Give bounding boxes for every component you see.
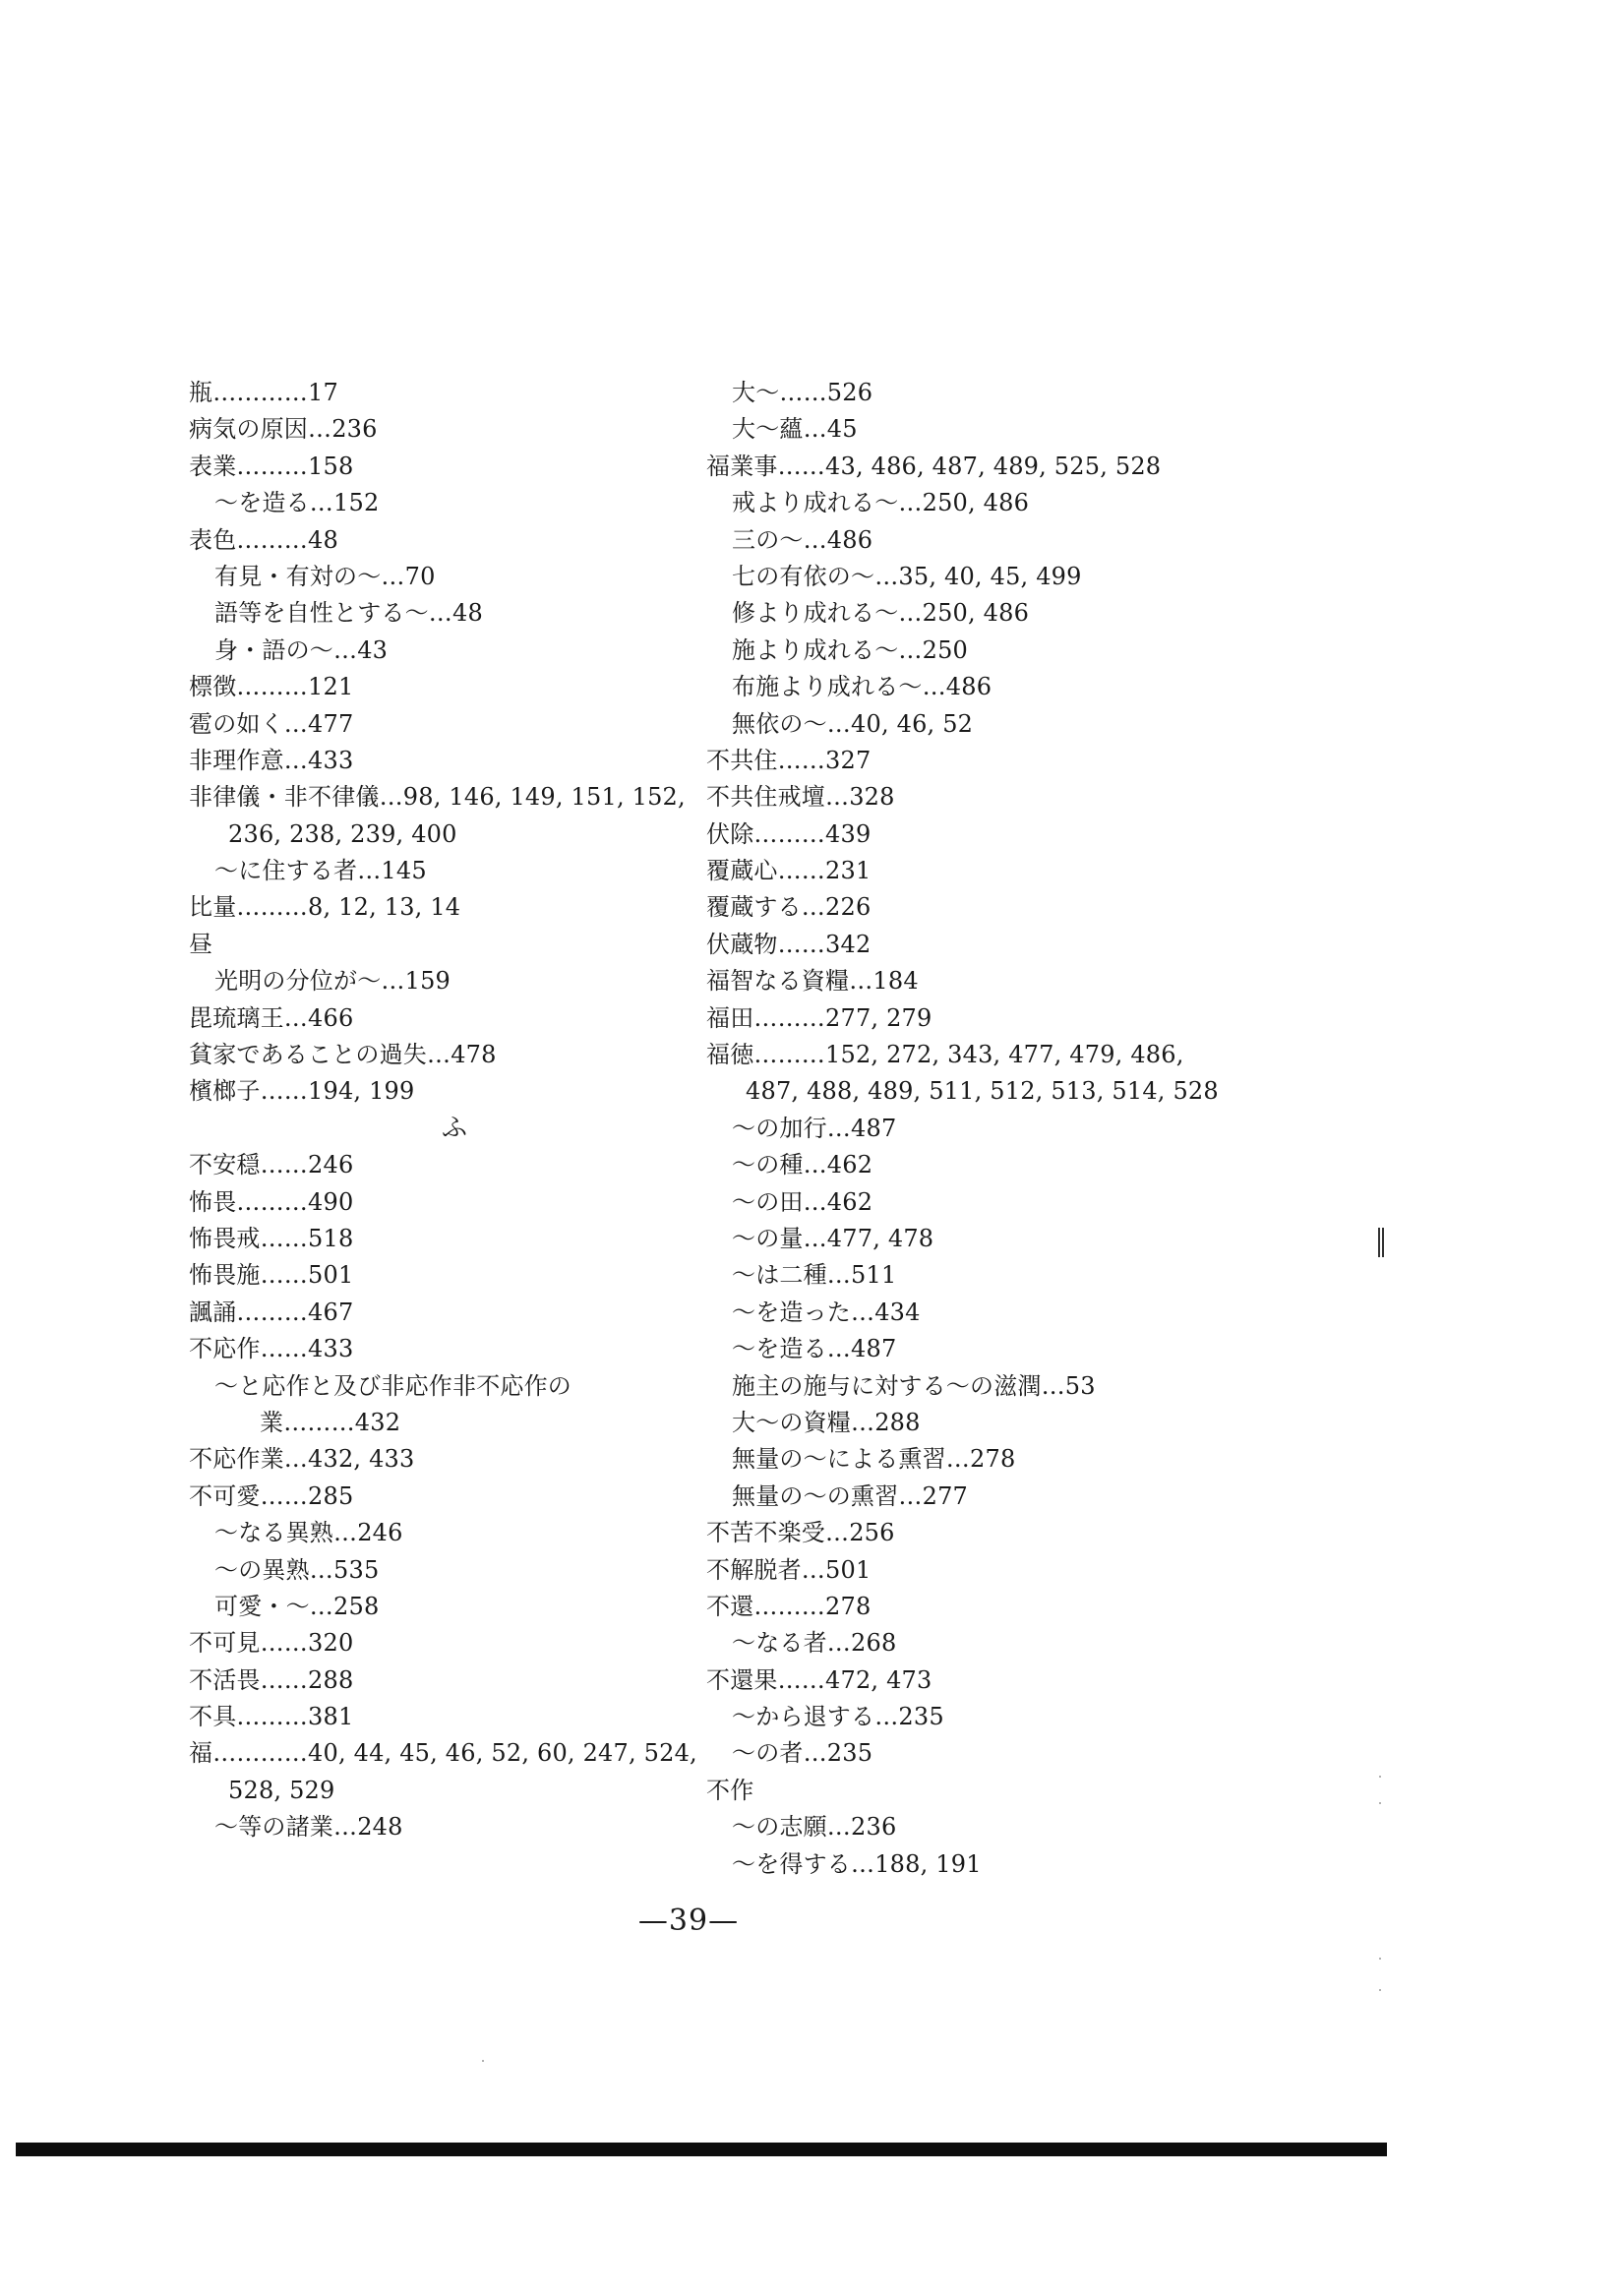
index-entry: 福業事……43, 486, 487, 489, 525, 528	[706, 452, 1162, 480]
index-subentry: 修より成れる～…250, 486	[732, 599, 1030, 628]
index-entry: 不還………278	[706, 1592, 872, 1620]
index-entry: 覆蔵する…226	[706, 893, 872, 922]
index-entry: 貧家であることの過失…478	[189, 1041, 497, 1069]
index-entry: 福…………40, 44, 45, 46, 52, 60, 247, 524,	[189, 1739, 697, 1768]
index-subentry: 無量の～の熏習…277	[732, 1481, 969, 1510]
index-entry: 病気の原因…236	[189, 415, 378, 444]
index-subentry: ～の異熟…535	[214, 1555, 380, 1584]
index-entry: 不具………381	[189, 1703, 354, 1731]
index-subentry: 身・語の～…43	[214, 635, 389, 664]
index-entry: 不応作業…432, 433	[189, 1445, 415, 1474]
index-entry: 福田………277, 279	[706, 1003, 932, 1032]
index-subentry: ～の種…462	[732, 1151, 873, 1179]
index-entry: 不可見……320	[189, 1629, 354, 1658]
index-subentry: ～を造った…434	[732, 1298, 921, 1326]
scan-speck	[1379, 1989, 1381, 1991]
index-subentry: 無依の～…40, 46, 52	[732, 709, 974, 738]
index-subentry: 三の～…486	[732, 525, 873, 554]
margin-mark	[1378, 1228, 1384, 1257]
index-entry-continuation: 業………432	[260, 1408, 401, 1436]
index-entry: 雹の如く…477	[189, 709, 354, 738]
index-subentry: 施主の施与に対する～の滋潤…53	[732, 1371, 1096, 1400]
index-entry: 福智なる資糧…184	[706, 967, 919, 996]
index-subentry: 有見・有対の～…70	[214, 562, 436, 590]
index-entry-continuation: 528, 529	[228, 1776, 335, 1804]
index-entry-continuation: 236, 238, 239, 400	[228, 819, 457, 848]
scan-edge-bar	[16, 2143, 1387, 2156]
index-entry: 表色………48	[189, 525, 338, 554]
page-number: —39—	[637, 1903, 740, 1938]
index-entry: 覆蔵心……231	[706, 857, 872, 885]
index-subentry: ～から退する…235	[732, 1703, 944, 1731]
index-subentry: 光明の分位が～…159	[214, 967, 451, 996]
index-subentry: 布施より成れる～…486	[732, 673, 992, 701]
index-subentry: ～なる者…268	[732, 1629, 897, 1658]
index-subentry: ～に住する者…145	[214, 857, 427, 885]
index-column-right	[706, 375, 1257, 1883]
index-subentry: 大～蘊…45	[732, 415, 858, 444]
index-subentry: 戒より成れる～…250, 486	[732, 489, 1030, 517]
index-entry: 伏除………439	[706, 819, 872, 848]
index-subentry: ～なる異熟…246	[214, 1519, 403, 1547]
index-entry: 不活畏……288	[189, 1665, 354, 1694]
index-entry: 不解脱者…501	[706, 1555, 872, 1584]
index-entry: 伏蔵物……342	[706, 930, 872, 958]
index-entry: 福徳………152, 272, 343, 477, 479, 486,	[706, 1041, 1184, 1069]
index-entry: 毘琉璃王…466	[189, 1003, 354, 1032]
index-subentry: 無量の～による熏習…278	[732, 1445, 1016, 1474]
index-subentry: ～を得する…188, 191	[732, 1849, 982, 1878]
index-entry: 不安穏……246	[189, 1151, 354, 1179]
index-entry: 不共住戒壇…328	[706, 783, 895, 812]
index-entry: 不還果……472, 473	[706, 1665, 932, 1694]
index-entry: 昼	[189, 930, 213, 958]
index-subentry: ～の志願…236	[732, 1813, 897, 1842]
index-entry: 怖畏戒……518	[189, 1224, 354, 1252]
index-entry: 比量………8, 12, 13, 14	[189, 893, 461, 922]
index-subentry: 語等を自性とする～…48	[214, 599, 483, 628]
index-entry: 怖畏………490	[189, 1187, 354, 1216]
index-entry: 表業………158	[189, 452, 354, 480]
section-heading: ふ	[441, 1113, 467, 1143]
index-entry: 諷誦………467	[189, 1298, 354, 1326]
index-entry: 非理作意…433	[189, 746, 354, 774]
index-subentry: ～の加行…487	[732, 1114, 897, 1142]
index-subentry: 大～……526	[732, 379, 873, 406]
index-subentry: ～の者…235	[732, 1739, 873, 1768]
index-entry: 非律儀・非不律儀…98, 146, 149, 151, 152,	[189, 783, 686, 812]
index-entry: 標徴………121	[189, 673, 354, 701]
index-subentry: 大～の資糧…288	[732, 1408, 921, 1436]
index-entry: 瓶…………17	[189, 379, 338, 406]
scan-speck	[1379, 1802, 1381, 1804]
scan-speck	[1379, 1958, 1381, 1960]
index-subentry: ～と応作と及び非応作非不応作の	[214, 1371, 571, 1400]
index-subentry: ～等の諸業…248	[214, 1813, 403, 1842]
index-subentry: ～は二種…511	[732, 1261, 897, 1290]
index-subentry: ～を造る…152	[214, 489, 380, 517]
index-subentry: ～の田…462	[732, 1187, 873, 1216]
index-entry: 不可愛……285	[189, 1481, 354, 1510]
index-subentry: 施より成れる～…250	[732, 635, 969, 664]
index-subentry: ～の量…477, 478	[732, 1224, 934, 1252]
index-column-left	[189, 375, 700, 1846]
index-entry-continuation: 487, 488, 489, 511, 512, 513, 514, 528	[746, 1077, 1219, 1106]
index-subentry: 七の有依の～…35, 40, 45, 499	[732, 562, 1082, 590]
index-entry: 怖畏施……501	[189, 1261, 354, 1290]
index-entry: 不応作……433	[189, 1335, 354, 1363]
index-entry: 不作	[706, 1776, 754, 1804]
index-entry: 不共住……327	[706, 746, 872, 774]
index-subentry: 可愛・～…258	[214, 1592, 380, 1620]
scan-speck	[482, 2060, 484, 2062]
scan-speck	[1379, 1776, 1381, 1778]
index-subentry: ～を造る…487	[732, 1335, 897, 1363]
index-entry: 不苦不楽受…256	[706, 1519, 895, 1547]
index-entry: 檳榔子……194, 199	[189, 1077, 415, 1106]
